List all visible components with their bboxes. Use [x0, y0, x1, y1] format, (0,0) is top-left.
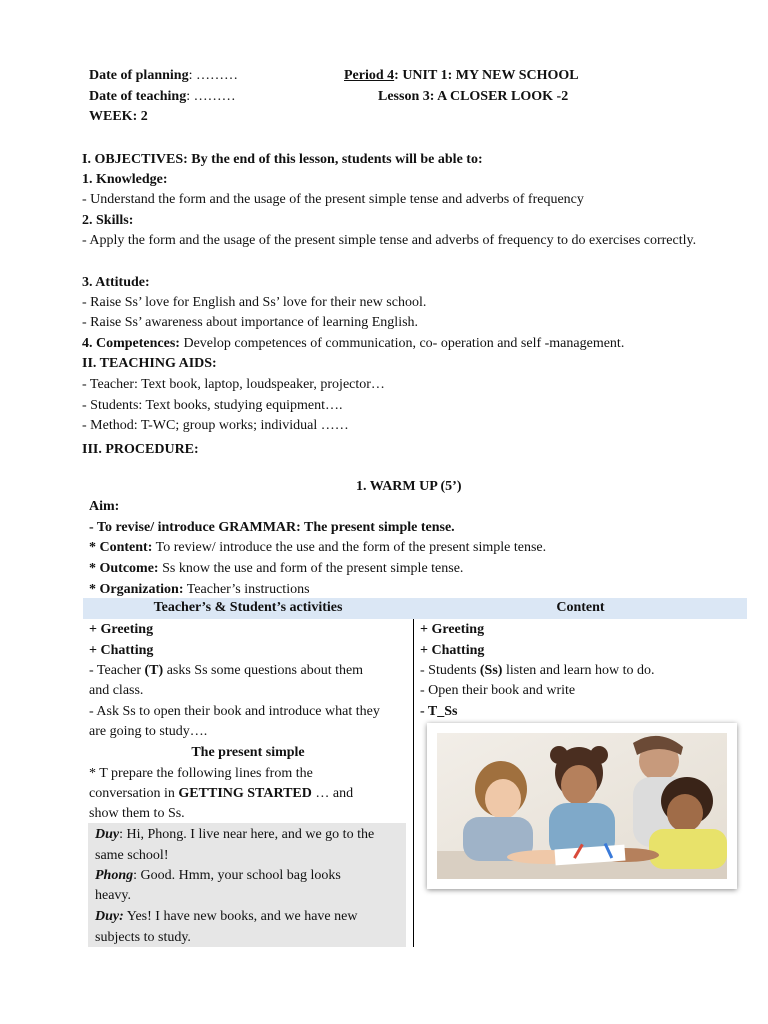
left-chatting: + Chatting	[89, 643, 154, 658]
left-teacher-asks: - Teacher (T) asks Ss some questions about them	[89, 663, 364, 678]
photo-image	[437, 733, 727, 879]
objectives-heading: I. OBJECTIVES: By the end of this lesson, students will be able to:	[82, 152, 483, 167]
left-prepare-2: conversation in GETTING STARTED … and	[89, 786, 354, 801]
outcome-line: * Outcome: Ss know the use and form of the present simple tense.	[89, 561, 464, 576]
knowledge-text: - Understand the form and the usage of the present simple tense and adverbs of frequency	[82, 192, 584, 207]
aids-method: - Method: T-WC; group works; individual ……	[82, 418, 349, 433]
dialogue-phong-cont: heavy.	[95, 888, 132, 903]
left-greeting: + Greeting	[89, 622, 154, 637]
teaching-aids-heading: II. TEACHING AIDS:	[82, 356, 217, 371]
right-chatting: + Chatting	[420, 643, 485, 658]
period-unit-title: Period 4: UNIT 1: MY NEW SCHOOL	[344, 68, 579, 83]
aids-students: - Students: Text books, studying equipment….	[82, 398, 343, 413]
week-label: WEEK: 2	[89, 109, 148, 124]
table-column-divider	[413, 619, 414, 947]
right-t-ss: - T_Ss	[420, 704, 458, 719]
dialogue-duy-2-cont: subjects to study.	[95, 930, 191, 945]
table-header-activities: Teacher’s & Student’s activities	[153, 600, 343, 615]
dialogue-duy-2: Duy: Yes! I have new books, and we have new	[95, 909, 358, 924]
aim-text: - To revise/ introduce GRAMMAR: The present simple tense.	[89, 520, 455, 535]
skills-text: - Apply the form and the usage of the present simple tense and adverbs of frequency to do exercises correctly.	[82, 233, 697, 248]
present-simple-heading: The present simple	[191, 745, 305, 760]
left-ask-open-book-cont: are going to study….	[89, 724, 208, 739]
children-illustration	[437, 733, 727, 879]
attitude-heading: 3. Attitude:	[82, 275, 150, 290]
attitude-item-2: - Raise Ss’ awareness about importance of learning English.	[82, 315, 419, 330]
dialogue-duy-1: Duy: Hi, Phong. I live near here, and we go to the	[95, 827, 375, 842]
aim-label: Aim:	[89, 499, 120, 514]
attitude-item-1: - Raise Ss’ love for English and Ss’ love for their new school.	[82, 295, 427, 310]
date-of-planning: Date of planning: ………	[89, 68, 238, 83]
lesson-title: Lesson 3: A CLOSER LOOK -2	[378, 89, 569, 104]
competences: 4. Competences: Develop competences of communication, co- operation and self -management.	[82, 336, 625, 351]
left-prepare-1: * T prepare the following lines from the	[89, 766, 313, 781]
skills-heading: 2. Skills:	[82, 213, 134, 228]
children-studying-photo	[427, 723, 737, 889]
left-teacher-asks-cont: and class.	[89, 683, 144, 698]
dialogue-duy-1-cont: same school!	[95, 848, 169, 863]
content-line: * Content: To review/ introduce the use and the form of the present simple tense.	[89, 540, 547, 555]
aids-teacher: - Teacher: Text book, laptop, loudspeaker, projector…	[82, 377, 385, 392]
table-header-content: Content	[556, 600, 605, 615]
knowledge-heading: 1. Knowledge:	[82, 172, 168, 187]
left-prepare-3: show them to Ss.	[89, 806, 185, 821]
right-open-book: - Open their book and write	[420, 683, 576, 698]
left-ask-open-book: - Ask Ss to open their book and introduce what they	[89, 704, 380, 719]
procedure-heading: III. PROCEDURE:	[82, 442, 199, 457]
dialogue-phong: Phong: Good. Hmm, your school bag looks	[95, 868, 341, 883]
date-of-teaching: Date of teaching: ………	[89, 89, 236, 104]
organization-line: * Organization: Teacher’s instructions	[89, 582, 310, 597]
warmup-title: 1. WARM UP (5’)	[356, 479, 462, 494]
right-students-listen: - Students (Ss) listen and learn how to do.	[420, 663, 655, 678]
right-greeting: + Greeting	[420, 622, 485, 637]
